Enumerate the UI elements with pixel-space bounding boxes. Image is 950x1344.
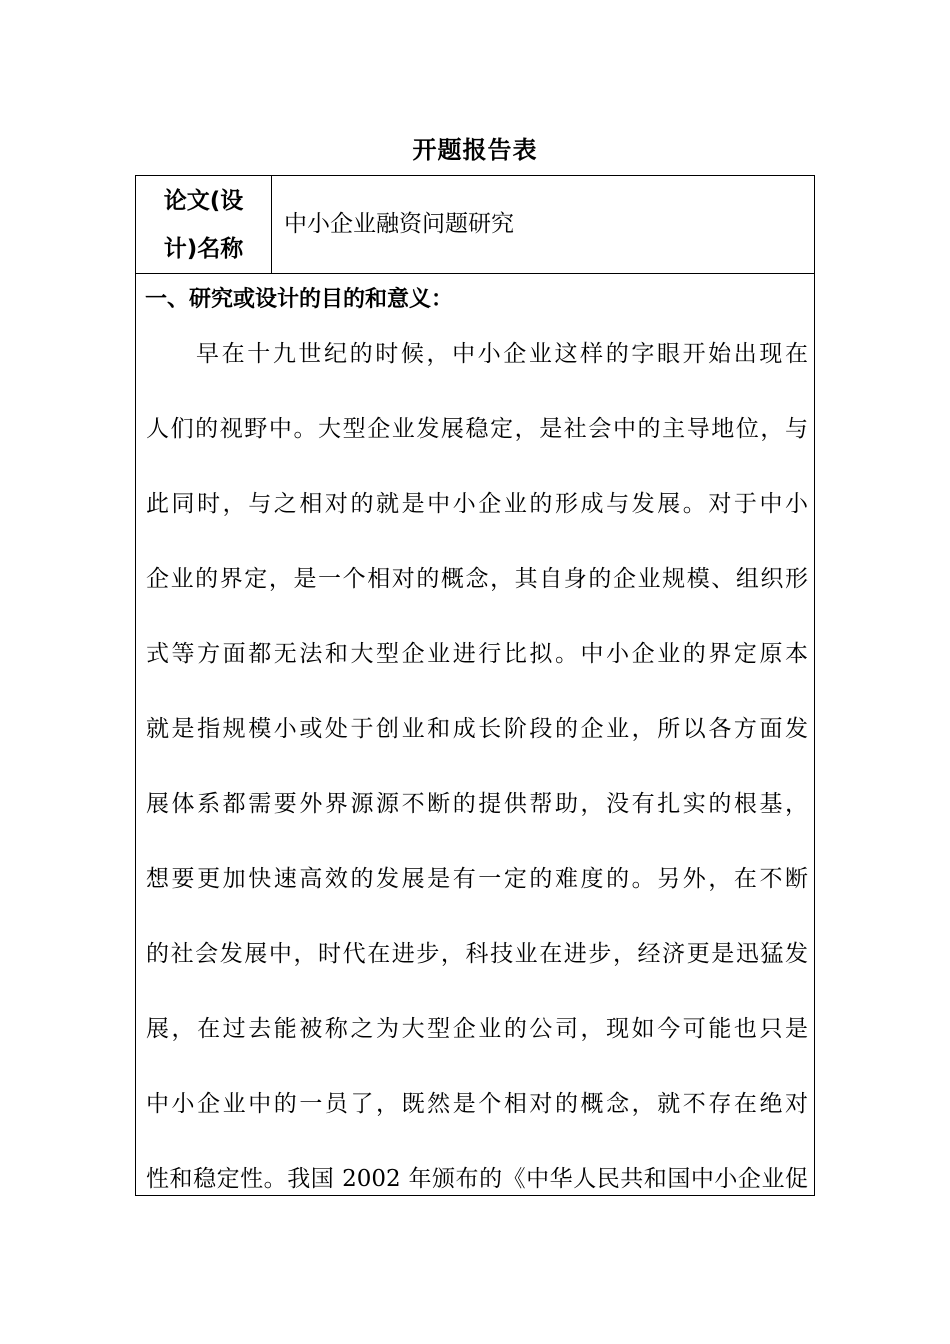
document-title: 开题报告表 [412,136,538,164]
section-heading-purpose: 一、研究或设计的目的和意义： [145,287,454,312]
body-line: 人们的视野中。大型企业发展稳定，是社会中的主导地位，与 [146,416,808,442]
body-line: 中小企业中的一员了，既然是个相对的概念，就不存在绝对 [146,1091,808,1117]
body-line: 此同时，与之相对的就是中小企业的形成与发展。对于中小 [146,491,808,517]
thesis-name-label-line-1: 论文(设 [163,188,244,214]
body-line: 早在十九世纪的时候，中小企业这样的字眼开始出现在 [196,341,808,367]
thesis-name-value: 中小企业融资问题研究 [284,211,514,237]
body-line: 的社会发展中，时代在进步，科技业在进步，经济更是迅猛发 [146,941,808,967]
body-line: 性和稳定性。我国 2002 年颁布的《中华人民共和国中小企业促 [146,1166,808,1192]
report-table [135,175,815,1196]
thesis-name-row [136,176,814,274]
body-line: 想要更加快速高效的发展是有一定的难度的。另外，在不断 [146,866,808,892]
body-line: 企业的界定，是一个相对的概念，其自身的企业规模、组织形 [146,566,808,592]
thesis-name-label-line-2: 计)名称 [163,236,244,262]
thesis-name-label-cell [136,176,272,273]
section-body-text [146,336,808,1236]
body-line: 展，在过去能被称之为大型企业的公司，现如今可能也只是 [146,1016,808,1042]
body-line: 式等方面都无法和大型企业进行比拟。中小企业的界定原本 [146,641,808,667]
body-line: 就是指规模小或处于创业和成长阶段的企业，所以各方面发 [146,716,808,742]
body-line: 展体系都需要外界源源不断的提供帮助，没有扎实的根基， [146,791,808,817]
